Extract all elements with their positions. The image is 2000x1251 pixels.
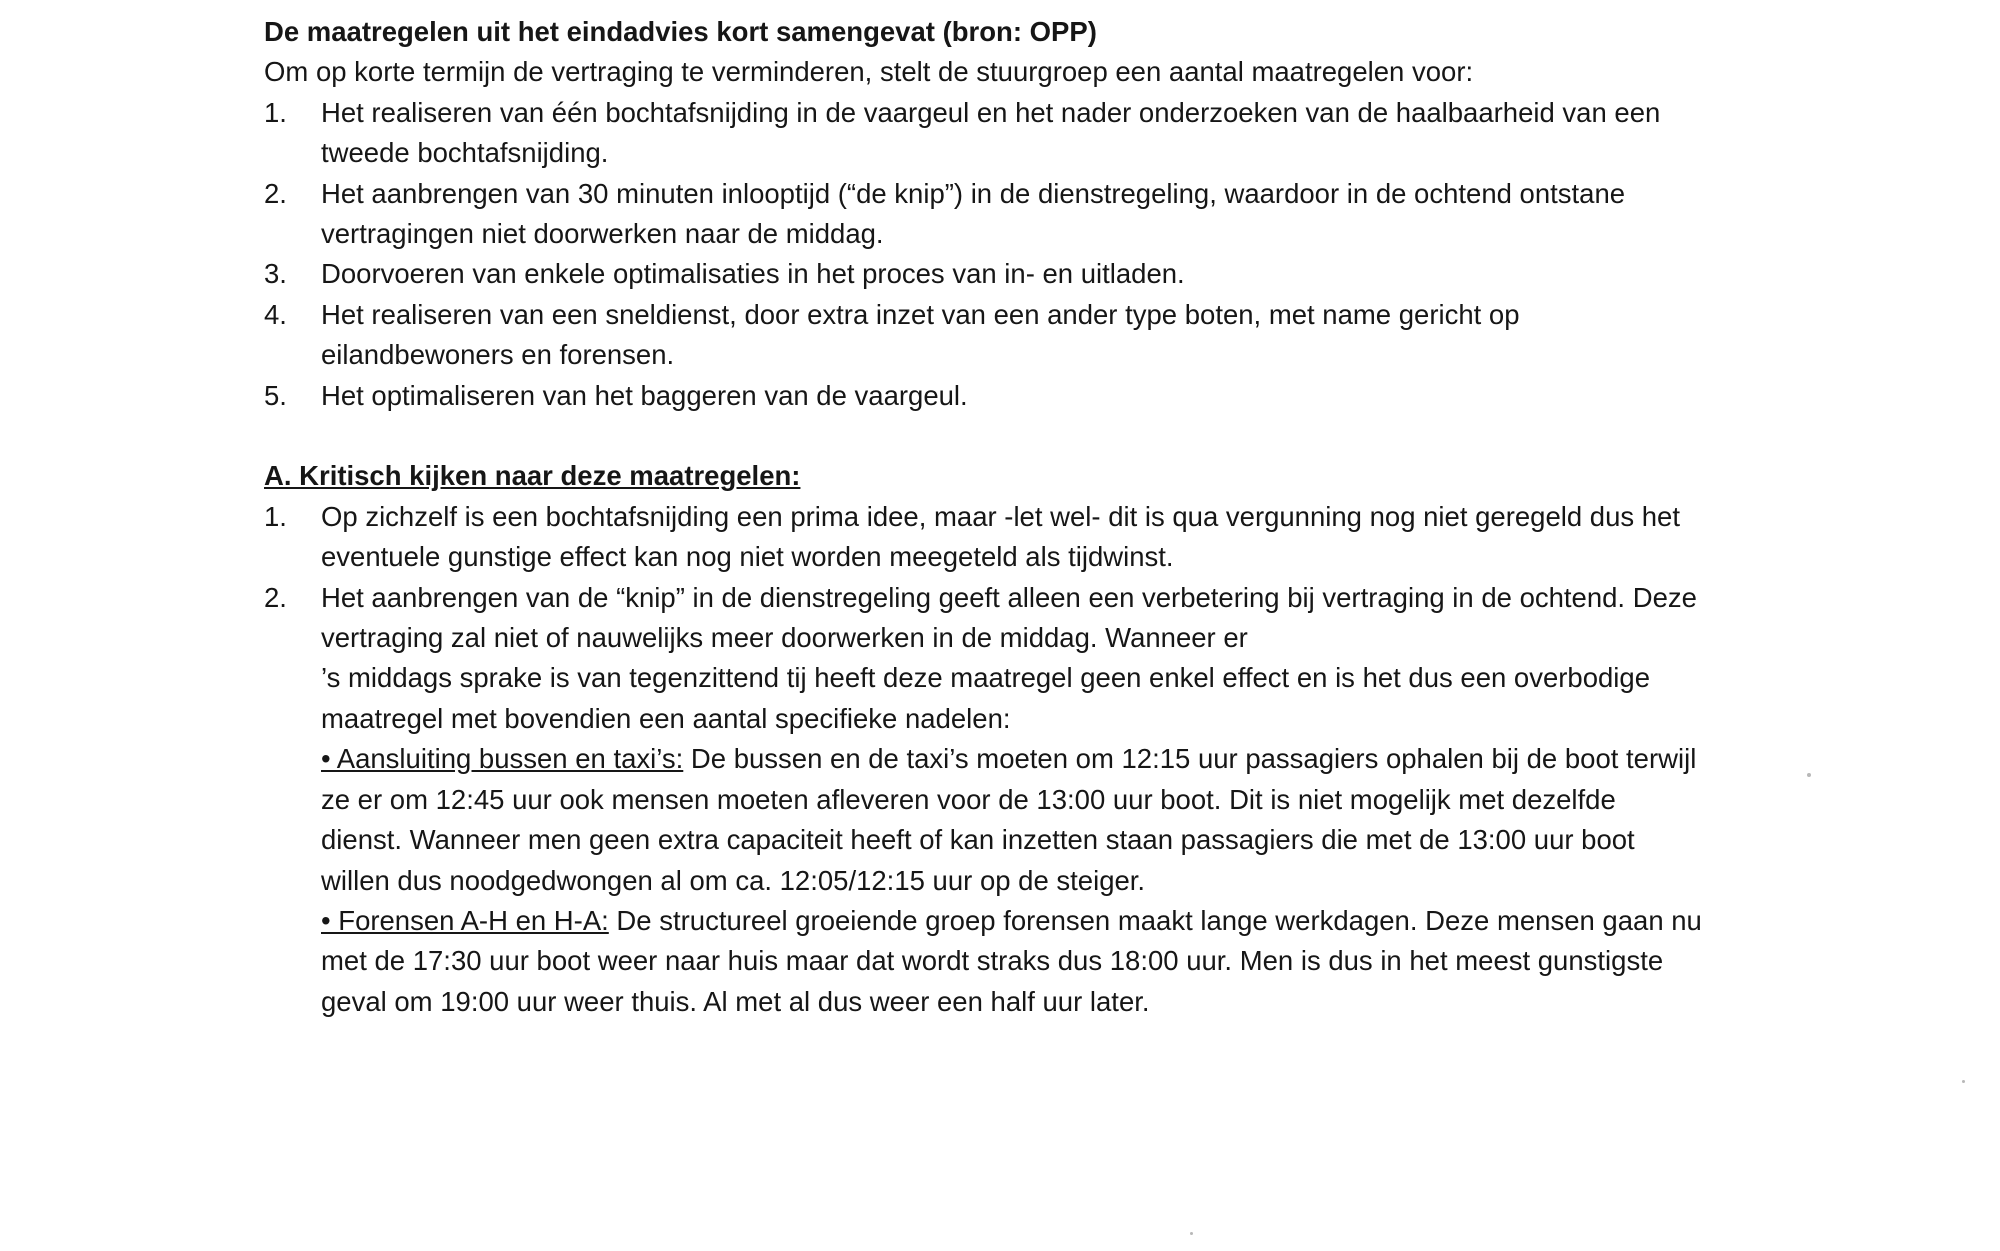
measures-list — [264, 93, 1704, 416]
list-item-text-part-b: ’s middags sprake is van tegenzittend tij heeft deze maatregel geen enkel effect en is het dus een overbodige maatregel met bovendien een aantal specifieke nadelen: — [321, 662, 1651, 734]
list-item — [264, 254, 1704, 294]
list-item-text: Het optimaliseren van het baggeren van de vaargeul. — [321, 379, 968, 411]
list-item-text: Doorvoeren van enkele optimalisaties in het proces van in- en uitladen. — [321, 258, 1185, 290]
list-item-number: 5. — [264, 379, 287, 411]
list-item-text: Het realiseren van een sneldienst, door extra inzet van een ander type boten, met name gericht op eilandbewoners en forensen. — [321, 298, 1520, 371]
list-item — [264, 497, 1704, 578]
bullet-forensen-text: De structureel groeiende groep forensen maakt lange werkdagen. Deze mensen gaan nu met de 17:30 uur boot weer naar huis maar dat wordt straks dus 18:00 uur. Men is dus in het meest gunstigste geval om 19:00 uur weer thuis. Al met al dus weer een half uur later. — [321, 904, 1702, 1017]
list-item-number: 1. — [264, 96, 287, 128]
list-item-number: 1. — [264, 500, 287, 532]
list-item — [264, 578, 1704, 1022]
list-item-text-part-a: Het aanbrengen van de “knip” in de dienstregeling geeft alleen een verbetering bij vertraging in de ochtend. Deze vertraging zal niet of nauwelijks meer doorwerken in de middag. Wanneer er — [321, 581, 1697, 654]
scan-speck — [1962, 1080, 1965, 1083]
section2-title: A. Kritisch kijken naar deze maatregelen: — [264, 460, 801, 492]
document-page — [264, 12, 1704, 1022]
critique-list — [264, 497, 1704, 1022]
list-item — [264, 295, 1704, 376]
list-item-text: Het realiseren van één bochtafsnijding in de vaargeul en het nader onderzoeken van de haalbaarheid van een tweede bochtafsnijding. — [321, 96, 1661, 169]
scan-speck — [1190, 1232, 1193, 1235]
list-item-text: Het aanbrengen van 30 minuten inlooptijd (“de knip”) in de dienstregeling, waardoor in de ochtend ontstane vertragingen niet doorwerken naar de middag. — [321, 177, 1626, 250]
section1-intro: Om op korte termijn de vertraging te verminderen, stelt de stuurgroep een aantal maatregelen voor: — [264, 56, 1474, 88]
bullet-forensen-label: • Forensen A-H en H-A: — [321, 904, 609, 936]
list-item-number: 3. — [264, 258, 287, 290]
list-item-text: Op zichzelf is een bochtafsnijding een prima idee, maar -let wel- dit is qua vergunning nog niet geregeld dus het eventuele gunstige effect kan nog niet worden meegeteld als tijdwinst. — [321, 500, 1680, 573]
bullet-aansluiting — [321, 739, 1704, 901]
section-spacer — [264, 416, 1704, 456]
list-item — [264, 376, 1704, 416]
list-item — [264, 93, 1704, 174]
bullet-aansluiting-text: De bussen en de taxi’s moeten om 12:15 uur passagiers ophalen bij de boot terwijl ze er om 12:45 uur ook mensen moeten afleveren voor de 13:00 uur boot. Dit is niet mogelijk met dezelfde dienst. Wanneer men geen extra capaciteit heeft of kan inzetten staan passagiers die met de 13:00 uur boot willen dus noodgedwongen al om ca. 12:05/12:15 uur op de steiger. — [321, 743, 1697, 896]
list-item-number: 2. — [264, 581, 287, 613]
list-item — [264, 174, 1704, 255]
section1-title: De maatregelen uit het eindadvies kort samengevat (bron: OPP) — [264, 16, 1097, 47]
list-item-number: 4. — [264, 298, 287, 330]
bullet-aansluiting-label: • Aansluiting bussen en taxi’s: — [321, 743, 684, 775]
bullet-forensen — [321, 901, 1704, 1022]
scan-speck — [1807, 773, 1811, 777]
list-item-number: 2. — [264, 177, 287, 209]
